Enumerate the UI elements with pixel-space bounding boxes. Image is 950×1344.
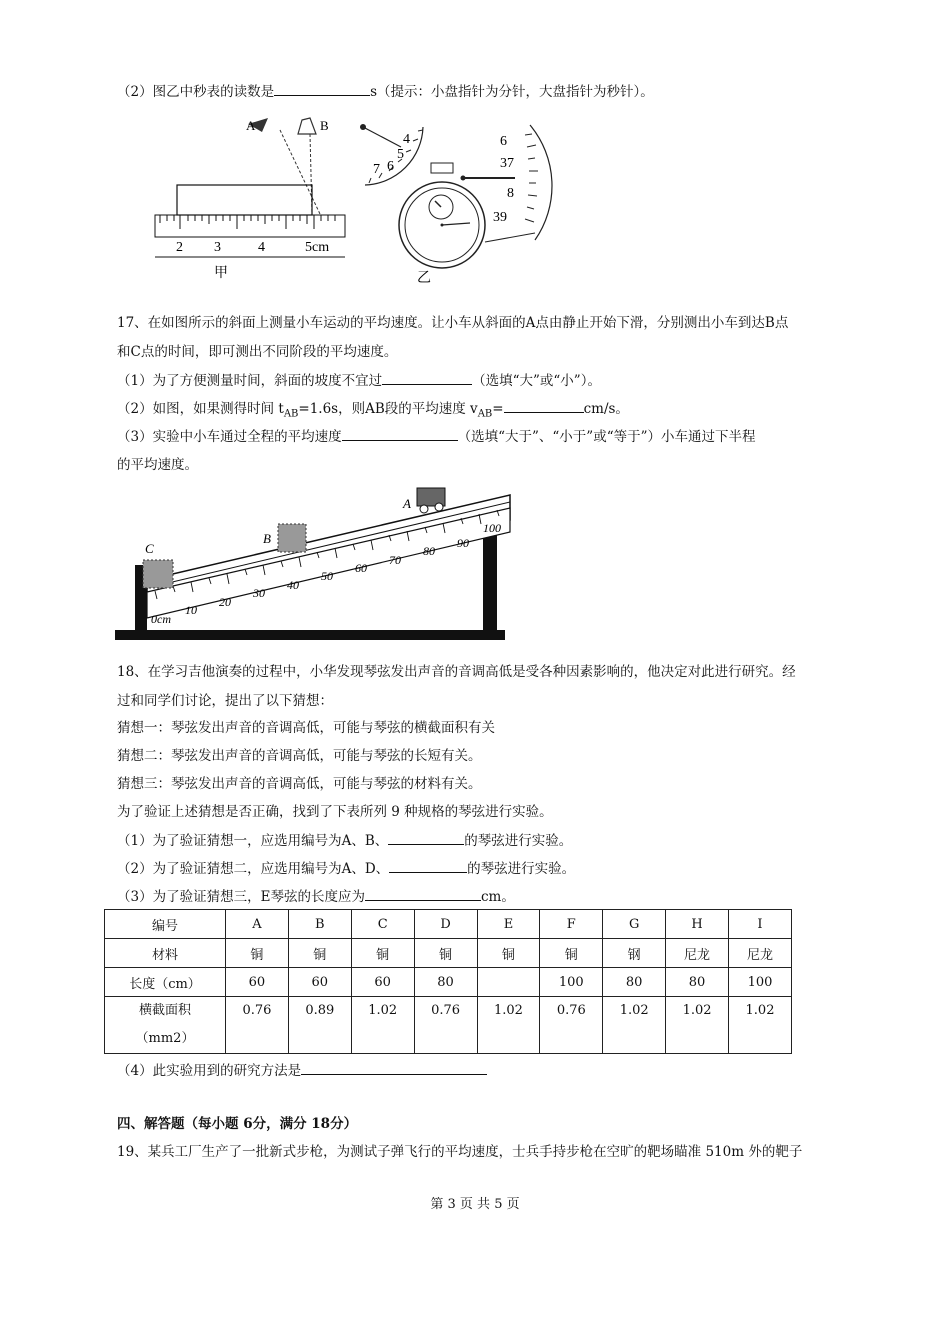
svg-text:50: 50 <box>321 569 333 583</box>
svg-text:4: 4 <box>403 132 410 147</box>
answer-blank[interactable] <box>388 830 464 845</box>
svg-text:40: 40 <box>287 578 299 592</box>
label-a: A <box>403 496 411 511</box>
table-row: 材料 铜 铜 铜 铜 铜 铜 钢 尼龙 尼龙 <box>105 939 792 968</box>
svg-text:5: 5 <box>397 147 404 162</box>
svg-text:70: 70 <box>389 553 401 567</box>
table-row: 编号 A B C D E F G H I <box>105 910 792 939</box>
q17-part3: （3）实验中小车通过全程的平均速度 （选填“大于”、“小于”或“等于”）小车通过下半程 <box>117 426 842 447</box>
q17-part1: （1）为了方便测量时间，斜面的坡度不宜过 （选填“大”或“小”）。 <box>117 370 842 391</box>
svg-text:60: 60 <box>355 561 367 575</box>
tick-4: 4 <box>258 240 265 255</box>
table-row: 横截面积 （mm2） 0.76 0.89 1.02 0.76 1.02 0.76 1.02 1.02 1.02 <box>105 997 792 1054</box>
answer-blank[interactable] <box>301 1060 487 1075</box>
label-a: A <box>246 118 256 133</box>
q17-part2: （2）如图，如果测得时间 $t_{AB}=1.6s$，则AB段的平均速度 $v_{AB}= cm/s$。 <box>117 398 842 425</box>
svg-text:80: 80 <box>423 544 435 558</box>
svg-text:37: 37 <box>500 156 514 171</box>
section-heading: 四、解答题（每小题 6分，满分 18分） <box>117 1116 358 1132</box>
svg-text:8: 8 <box>507 186 514 201</box>
table-row: 长度（cm） 60 60 60 80 100 80 80 100 <box>105 968 792 997</box>
string-spec-table <box>104 909 792 1054</box>
svg-text:39: 39 <box>493 210 507 225</box>
answer-blank[interactable] <box>389 858 467 873</box>
page-footer: 第 3 页 共 5 页 <box>430 1197 520 1212</box>
q17-intro-1: 17、在如图所示的斜面上测量小车运动的平均速度。让小车从斜面的A点由静止开始下滑，分别测出小车到达B点 <box>117 315 789 331</box>
q18-part4: （4）此实验用到的研究方法是 <box>117 1060 842 1081</box>
svg-text:6: 6 <box>500 134 507 149</box>
q18-guess-2: 猜想二：琴弦发出声音的音调高低，可能与琴弦的长短有关。 <box>117 748 482 764</box>
figure-incline <box>115 480 515 645</box>
answer-blank[interactable] <box>365 886 481 901</box>
label-b: B <box>263 531 271 546</box>
q18-verify: 为了验证上述猜想是否正确，找到了下表所列 9 种规格的琴弦进行实验。 <box>117 804 553 820</box>
svg-text:10: 10 <box>185 603 197 617</box>
figure-yi-stopwatch <box>355 115 555 285</box>
tick-3: 3 <box>214 240 221 255</box>
label-b: B <box>320 118 329 133</box>
svg-text:0cm: 0cm <box>151 612 171 626</box>
q18-part2: （2）为了验证猜想二，应选用编号为A、D、 的琴弦进行实验。 <box>117 858 842 879</box>
q17-intro-2: 和C点的时间，即可测出不同阶段的平均速度。 <box>117 344 398 360</box>
q16-part2: （2）图乙中秒表的读数是 s（提示：小盘指针为分针，大盘指针为秒针）。 <box>117 81 842 102</box>
answer-blank[interactable] <box>342 426 458 441</box>
svg-text:30: 30 <box>253 586 265 600</box>
answer-blank[interactable] <box>382 370 472 385</box>
answer-blank[interactable] <box>274 81 370 96</box>
q17-part3-line2: 的平均速度。 <box>117 457 198 473</box>
q19-text: 19、某兵工厂生产了一批新式步枪，为测试子弹飞行的平均速度，士兵手持步枪在空旷的靶场瞄准 510m 外的靶子 <box>117 1144 803 1160</box>
svg-text:90: 90 <box>457 536 469 550</box>
answer-blank[interactable] <box>504 398 584 413</box>
figure-jia <box>150 110 350 285</box>
q18-part3: （3）为了验证猜想三，E琴弦的长度应为 cm。 <box>117 886 842 907</box>
tick-2: 2 <box>176 240 183 255</box>
svg-text:6: 6 <box>387 159 394 174</box>
label-c: C <box>145 541 154 556</box>
q18-guess-3: 猜想三：琴弦发出声音的音调高低，可能与琴弦的材料有关。 <box>117 776 482 792</box>
svg-text:7: 7 <box>373 162 380 177</box>
q18-part1: （1）为了验证猜想一，应选用编号为A、B、 的琴弦进行实验。 <box>117 830 842 851</box>
tick-5cm: 5cm <box>305 240 330 255</box>
q18-intro-1: 18、在学习吉他演奏的过程中，小华发现琴弦发出声音的音调高低是受各种因素影响的，他决定对此进行研究。经 <box>117 664 796 680</box>
caption-jia: 甲 <box>214 265 228 281</box>
svg-text:100: 100 <box>483 521 501 535</box>
q18-guess-1: 猜想一：琴弦发出声音的音调高低，可能与琴弦的横截面积有关 <box>117 720 495 736</box>
svg-text:20: 20 <box>219 595 231 609</box>
q18-intro-2: 过和同学们讨论，提出了以下猜想： <box>117 693 333 709</box>
caption-yi: 乙 <box>417 270 431 285</box>
